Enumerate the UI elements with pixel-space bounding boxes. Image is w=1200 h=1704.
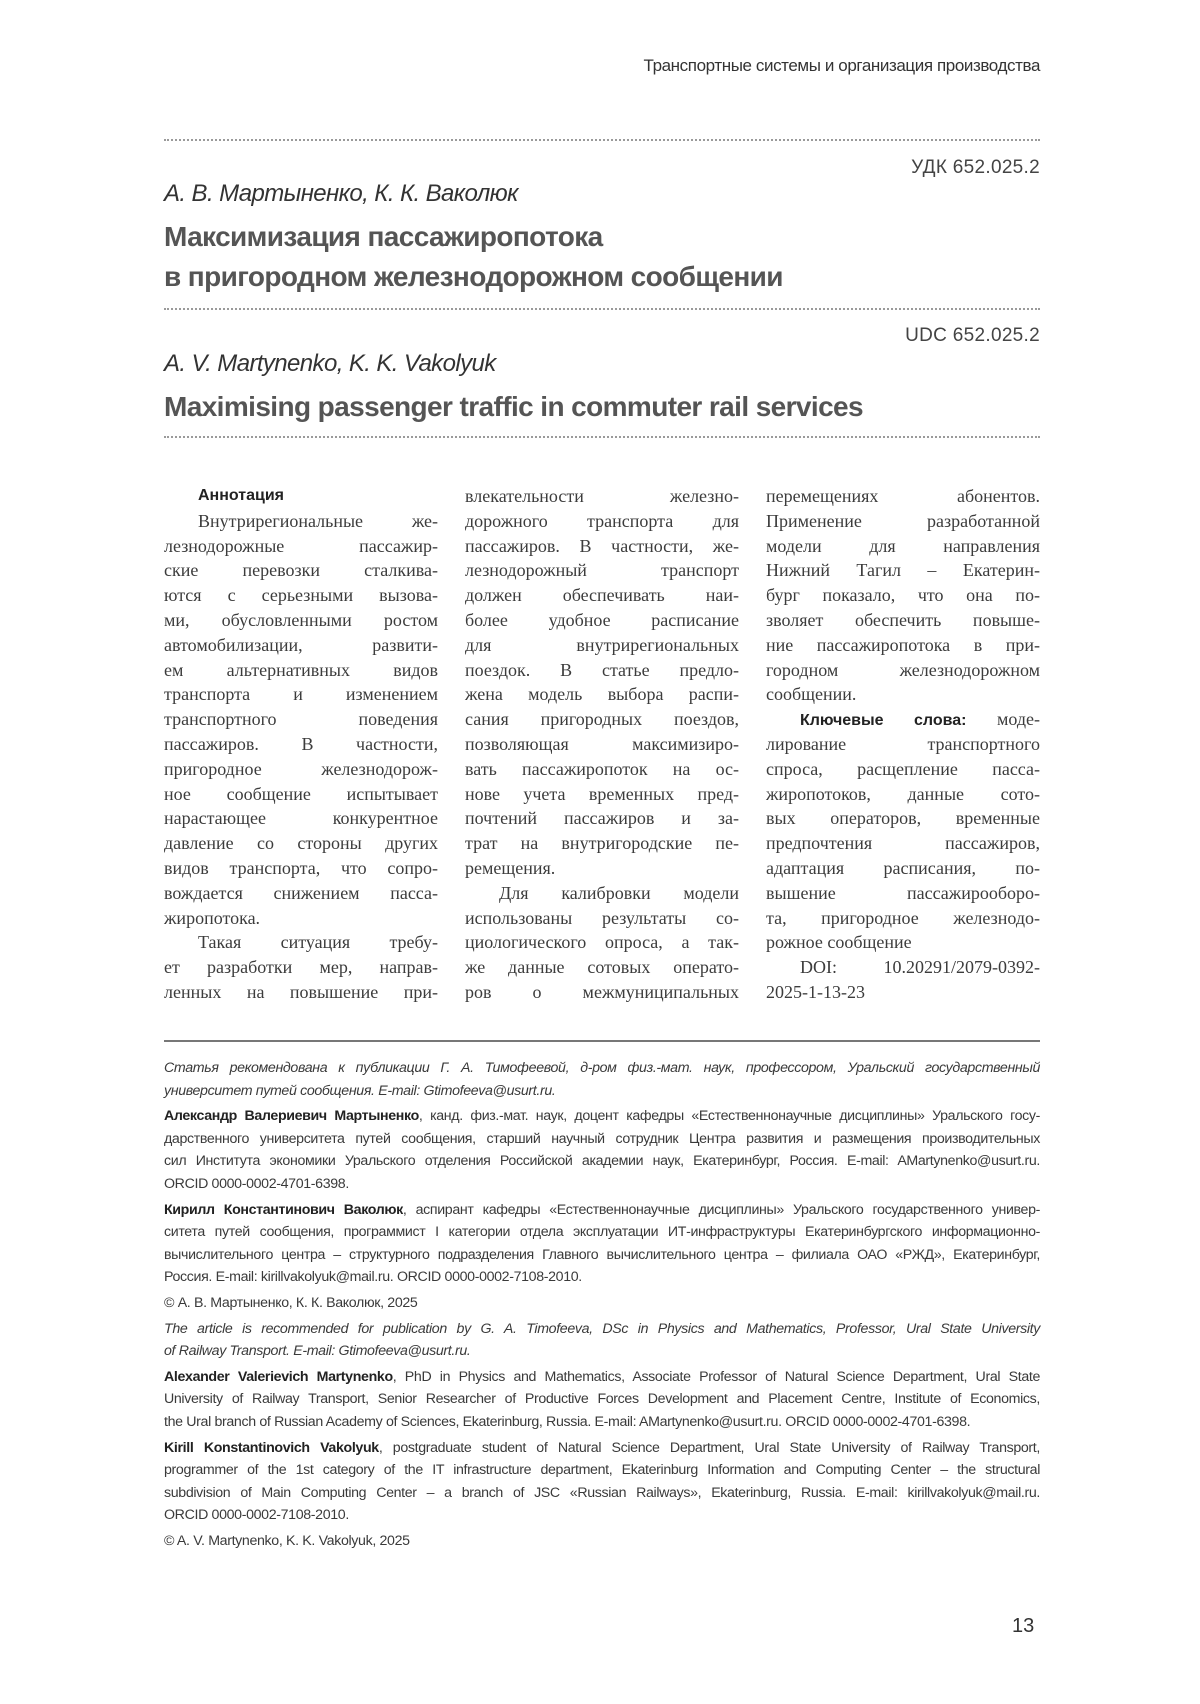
note-line: of Railway Transport. E-mail: Gtimofeeva@usurt.ru. — [164, 1340, 1040, 1363]
note-text: , аспирант кафедры «Естественнонаучные дисциплины» Уральского государственного универ- — [403, 1202, 1040, 1218]
abstract-line: Для калибровки модели — [465, 881, 739, 906]
abstract-column-3 — [766, 484, 1040, 1005]
abstract-line: давление со стороны других — [164, 831, 438, 856]
page-number: 13 — [1012, 1615, 1034, 1638]
footnote-rule — [164, 1040, 1040, 1042]
abstract-line: та, пригородное железнодо- — [766, 906, 1040, 931]
note-text: , канд. физ.-мат. наук, доцент кафедры «Естественнонаучные дисциплины» Уральского госу- — [419, 1108, 1040, 1124]
abstract-line: ное сообщение испытывает — [164, 782, 438, 807]
abstract-line: лезнодорожные пассажир- — [164, 534, 438, 559]
abstract-line: для внутрирегиональных — [465, 633, 739, 658]
author-note-paragraph — [164, 1199, 1040, 1289]
abstract-line: Такая ситуация требу- — [164, 930, 438, 955]
author-note-paragraph — [164, 1366, 1040, 1434]
abstract-line: городном железнодорожном — [766, 658, 1040, 683]
abstract-line: поездок. В статье предло- — [465, 658, 739, 683]
author-note-paragraph — [164, 1057, 1040, 1102]
abstract-line: вышение пассажирооборо- — [766, 881, 1040, 906]
abstract-line: Внутрирегиональные же- — [164, 509, 438, 534]
abstract-line: жиропотоков, данные сото- — [766, 782, 1040, 807]
title-en: Maximising passenger traffic in commuter rail services — [164, 387, 863, 427]
abstract-line — [766, 707, 1040, 732]
abstract-line: ние пассажиропотока в при- — [766, 633, 1040, 658]
running-title: Транспортные системы и организация производства — [644, 56, 1040, 76]
abstract-line: зволяет обеспечить повыше- — [766, 608, 1040, 633]
abstract-line: перемещениях абонентов. — [766, 484, 1040, 509]
author-notes — [164, 1057, 1040, 1555]
abstract-line: бург показало, что она по- — [766, 583, 1040, 608]
abstract-line: адаптация расписания, по- — [766, 856, 1040, 881]
abstract-line: транспортного поведения — [164, 707, 438, 732]
abstract-line: нове учета временных пред- — [465, 782, 739, 807]
abstract-line: модели для направления — [766, 534, 1040, 559]
note-line: университет путей сообщения. E-mail: Gtimofeeva@usurt.ru. — [164, 1080, 1040, 1103]
author-note-paragraph — [164, 1105, 1040, 1195]
dotted-divider — [164, 308, 1040, 310]
note-line: University of Railway Transport, Senior Researcher of Productive Forces Development and Placement Centre, Institute of Economics, — [164, 1388, 1040, 1411]
abstract-line: вых операторов, временные — [766, 806, 1040, 831]
author-name: Кирилл Константинович Ваколюк — [164, 1202, 403, 1218]
note-line: The article is recommended for publication by G. A. Timofeeva, DSc in Physics and Mathematics, Professor, Ural State University — [164, 1318, 1040, 1341]
abstract-line: должен обеспечивать наи- — [465, 583, 739, 608]
keywords-text: моде- — [966, 709, 1040, 729]
abstract-line: ремещения. — [465, 856, 739, 881]
abstract-line: трат на внутригородские пе- — [465, 831, 739, 856]
authors-en: A. V. Martynenko, K. K. Vakolyuk — [164, 350, 496, 378]
note-line: сил Института экономики Уральского отделения Российской академии наук, Екатеринбург, Россия. E-mail: AMartynenko@usurt.ru. — [164, 1150, 1040, 1173]
abstract-line: более удобное расписание — [465, 608, 739, 633]
abstract-line: циологического опроса, а так- — [465, 930, 739, 955]
abstract-line: сообщении. — [766, 682, 1040, 707]
title-ru-line: Максимизация пассажиропотока — [164, 217, 783, 257]
udc-en: UDC 652.025.2 — [905, 325, 1040, 347]
udc-ru: УДК 652.025.2 — [911, 157, 1040, 179]
note-line: Статья рекомендована к публикации Г. А. Тимофеевой, д-ром физ.-мат. наук, профессором, Уральский государственный — [164, 1057, 1040, 1080]
author-name: Александр Валериевич Мартыненко — [164, 1108, 419, 1124]
note-line: programmer of the 1st category of the IT infrastructure department, Ekaterinburg Information and Computing Center – the structural — [164, 1459, 1040, 1482]
note-line: дарственного университета путей сообщения, старший научный сотрудник Центра развития и размещения производительных — [164, 1128, 1040, 1151]
abstract-line: пассажиров. В частности, — [164, 732, 438, 757]
note-line: subdivision of Main Computing Center – a branch of JSC «Russian Railways», Ekaterinburg, Russia. E-mail: kirillvakolyuk@mail.ru. — [164, 1482, 1040, 1505]
dotted-divider — [164, 436, 1040, 438]
title-ru-line: в пригородном железнодорожном сообщении — [164, 257, 783, 297]
author-note-paragraph — [164, 1318, 1040, 1363]
abstract-line: вать пассажиропоток на ос- — [465, 757, 739, 782]
abstract-line: ские перевозки сталкива- — [164, 558, 438, 583]
abstract-column-1 — [164, 484, 438, 1005]
note-line: ORCID 0000-0002-7108-2010. — [164, 1504, 1040, 1527]
note-line: ситета путей сообщения, программист I категории отдела эксплуатации ИТ-инфраструктуры Екатеринбургского информационно- — [164, 1221, 1040, 1244]
abstract-line: почтений пассажиров и за- — [465, 806, 739, 831]
abstract-line: же данные сотовых операто- — [465, 955, 739, 980]
abstract-line: автомобилизации, развити- — [164, 633, 438, 658]
note-line: Россия. E-mail: kirillvakolyuk@mail.ru. ORCID 0000-0002-7108-2010. — [164, 1266, 1040, 1289]
abstract-line: лирование транспортного — [766, 732, 1040, 757]
note-line: © А. В. Мартыненко, К. К. Ваколюк, 2025 — [164, 1292, 1040, 1315]
author-note-paragraph — [164, 1530, 1040, 1553]
author-name: Kirill Konstantinovich Vakolyuk — [164, 1440, 379, 1456]
abstract-line: транспорта и изменением — [164, 682, 438, 707]
abstract-line: Нижний Тагил – Екатерин- — [766, 558, 1040, 583]
author-name: Alexander Valerievich Martynenko — [164, 1369, 393, 1385]
abstract-line: ются с серьезными вызова- — [164, 583, 438, 608]
note-line — [164, 1437, 1040, 1460]
abstract-line: спроса, расщепление пасса- — [766, 757, 1040, 782]
note-line: the Ural branch of Russian Academy of Sciences, Ekaterinburg, Russia. E-mail: AMartynenko@usurt.ru. ORCID 0000-0002-4701-6398. — [164, 1411, 1040, 1434]
note-line — [164, 1105, 1040, 1128]
authors-ru: А. В. Мартыненко, К. К. Ваколюк — [164, 180, 518, 208]
note-line — [164, 1199, 1040, 1222]
abstract-column-2 — [465, 484, 739, 1005]
abstract-line: вождается снижением пасса- — [164, 881, 438, 906]
abstract-line: лезнодорожный транспорт — [465, 558, 739, 583]
abstract-line: сания пригородных поездов, — [465, 707, 739, 732]
abstract-line: предпочтения пассажиров, — [766, 831, 1040, 856]
abstract-line: влекательности железно- — [465, 484, 739, 509]
note-line: ORCID 0000-0002-4701-6398. — [164, 1173, 1040, 1196]
abstract-line: ет разработки мер, направ- — [164, 955, 438, 980]
abstract-line: ров о межмуниципальных — [465, 980, 739, 1005]
abstract-line: Применение разработанной — [766, 509, 1040, 534]
abstract-line: нарастающее конкурентное — [164, 806, 438, 831]
abstract-line: видов транспорта, что сопро- — [164, 856, 438, 881]
abstract-line: позволяющая максимизиро- — [465, 732, 739, 757]
abstract-line: ем альтернативных видов — [164, 658, 438, 683]
abstract-line: ми, обусловленными ростом — [164, 608, 438, 633]
abstract-line: дорожного транспорта для — [465, 509, 739, 534]
abstract-line: жиропотока. — [164, 906, 438, 931]
author-note-paragraph — [164, 1437, 1040, 1527]
keywords-label: Ключевые слова: — [800, 712, 966, 729]
abstract-line: использованы результаты со- — [465, 906, 739, 931]
title-ru — [164, 217, 783, 297]
abstract-heading: Аннотация — [164, 484, 438, 509]
note-line — [164, 1366, 1040, 1389]
note-line: вычислительного центра – структурного подразделения Главного вычислительного центра – филиала ОАО «РЖД», Екатеринбург, — [164, 1244, 1040, 1267]
abstract-line: пригородное железнодорож- — [164, 757, 438, 782]
note-line: © A. V. Martynenko, K. K. Vakolyuk, 2025 — [164, 1530, 1040, 1553]
dotted-divider — [164, 139, 1040, 141]
abstract-line: 2025-1-13-23 — [766, 980, 1040, 1005]
note-text: , postgraduate student of Natural Science Department, Ural State University of Railway Transport, — [379, 1440, 1040, 1456]
abstract-line: рожное сообщение — [766, 930, 1040, 955]
author-note-paragraph — [164, 1292, 1040, 1315]
abstract-line: DOI: 10.20291/2079-0392- — [766, 955, 1040, 980]
note-text: , PhD in Physics and Mathematics, Associate Professor of Natural Science Department, Ural State — [393, 1369, 1040, 1385]
abstract-line: жена модель выбора распи- — [465, 682, 739, 707]
abstract-line: ленных на повышение при- — [164, 980, 438, 1005]
abstract-line: пассажиров. В частности, же- — [465, 534, 739, 559]
